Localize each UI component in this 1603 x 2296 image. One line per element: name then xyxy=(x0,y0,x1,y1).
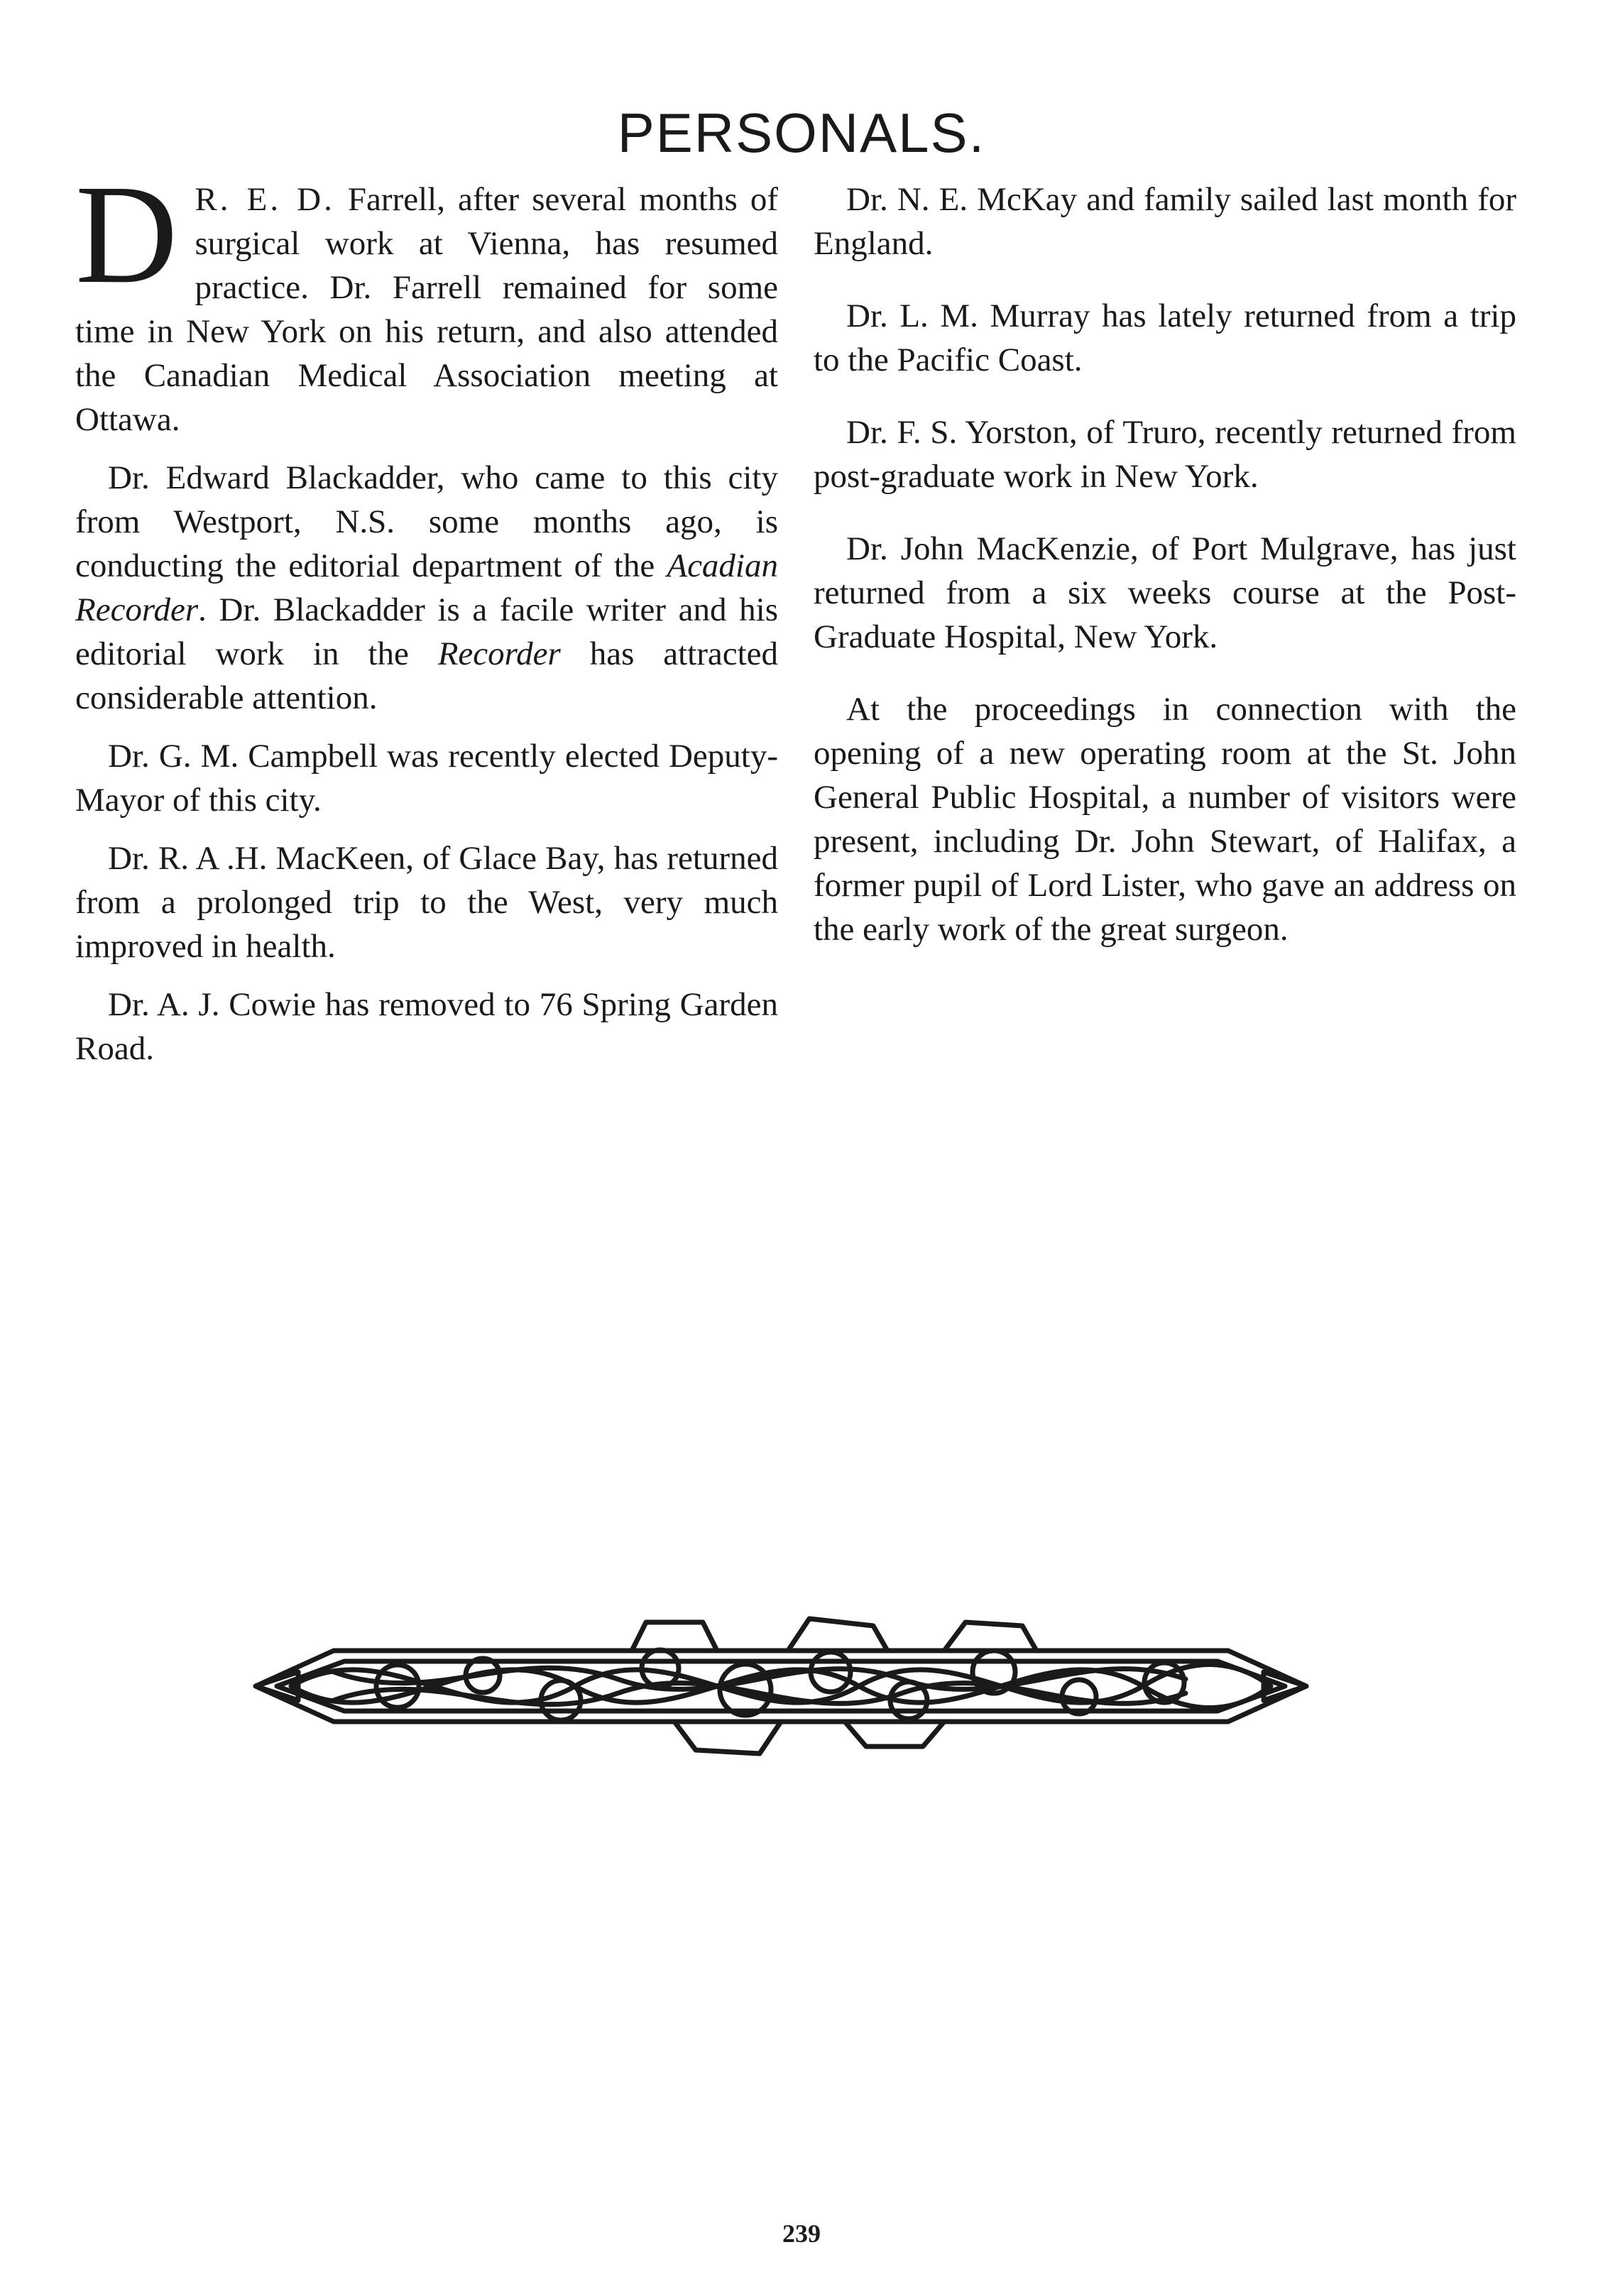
personal-item-campbell: Dr. G. M. Campbell was recently elected Deputy-Mayor of this city. xyxy=(75,738,778,819)
personal-item-farrell xyxy=(75,156,778,442)
newspaper-title: Acadian Recorder xyxy=(75,547,778,628)
item-text: . Dr. Blackadder is a facile writer and his editorial work in the xyxy=(75,591,778,672)
lead-initials: R. E. D. xyxy=(195,181,335,218)
left-column xyxy=(75,156,778,1085)
item-text: Farrell, after several months of surgical work at Vienna, has resumed practice. Dr. Farrell remained for some time in New York on his return, and also attended the Canadian Medical Association meeting at Ottawa. xyxy=(75,181,778,438)
personal-item-murray: Dr. L. M. Murray has lately returned from a trip to the Pacific Coast. xyxy=(814,297,1516,378)
drop-cap: D xyxy=(75,156,178,313)
personal-item-mackenzie: Dr. John MacKenzie, of Port Mulgrave, has just returned from a six weeks course at the Post-Graduate Hospital, New York. xyxy=(814,530,1516,655)
page-number: 239 xyxy=(782,2219,821,2248)
newspaper-title: Recorder xyxy=(437,635,561,672)
personal-item-mackeen: Dr. R. A .H. MacKeen, of Glace Bay, has returned from a prolonged trip to the West, very much improved in health. xyxy=(75,840,778,965)
personal-item-mckay: Dr. N. E. McKay and family sailed last month for England. xyxy=(814,181,1516,262)
personal-item-cowie: Dr. A. J. Cowie has removed to 76 Spring Garden Road. xyxy=(75,986,778,1067)
right-column xyxy=(814,177,1516,980)
personal-item-blackadder xyxy=(75,456,778,720)
item-text: has attracted considerable attention. xyxy=(75,635,778,716)
personal-item-yorston: Dr. F. S. Yorston, of Truro, recently returned from post-graduate work in New York. xyxy=(814,414,1516,495)
item-text: Dr. Edward Blackadder, who came to this city from Westport, N.S. some months ago, is conducting the editorial department of the xyxy=(75,459,778,584)
celtic-knot-ornament-icon xyxy=(248,1601,1313,1778)
page-title: PERSONALS. xyxy=(617,102,986,165)
personal-item-operating-room: At the proceedings in connection with the opening of a new operating room at the St. John General Public Hospital, a number of visitors were present, including Dr. John Stewart, of Halifax, a former pupil of Lord Lister, who gave an address on the early work of the great surgeon. xyxy=(814,691,1516,948)
